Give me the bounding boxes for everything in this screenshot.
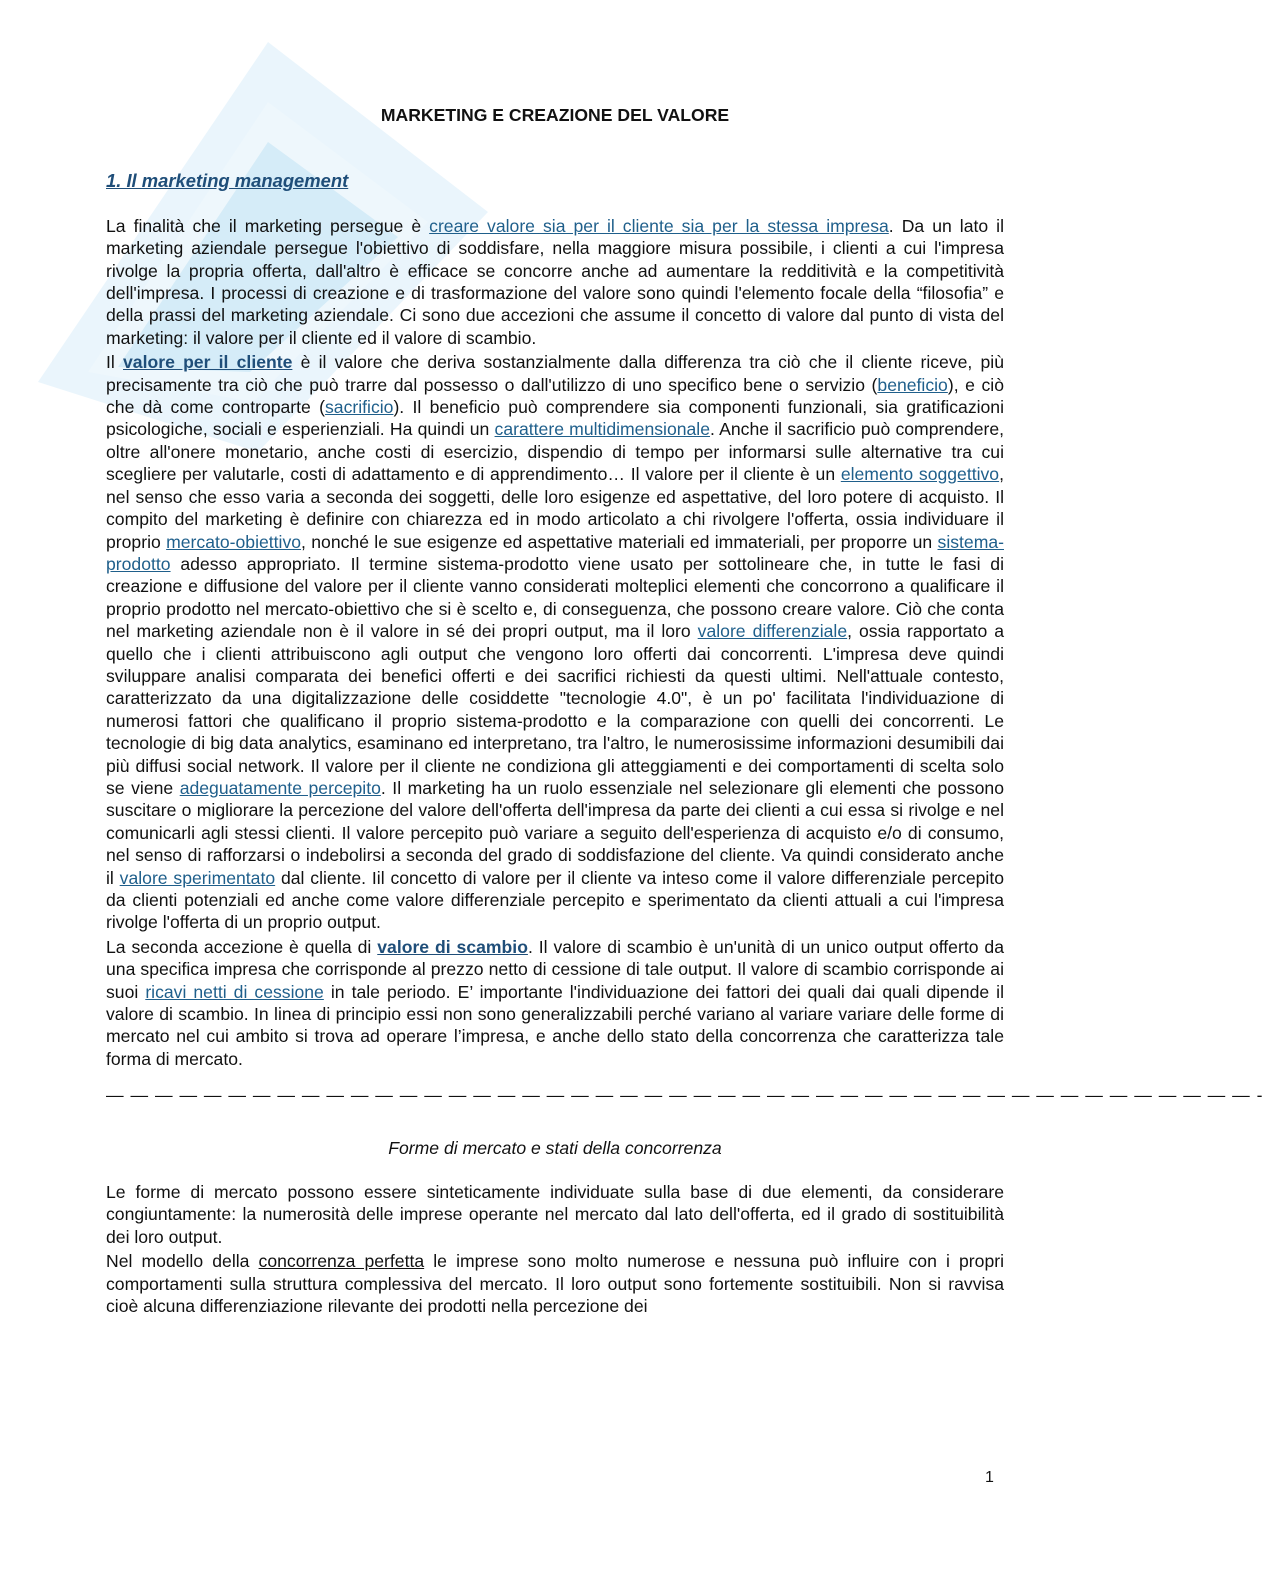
- text-run: Le forme di mercato possono essere sinteticamente individuate sulla base di due elementi, da considerare congiuntamente: la numerosità delle imprese operante nel mercato dal lato dell'offerta, ed il grado di sostituibilità dei loro output.: [106, 1182, 1004, 1247]
- text-run: . Il marketing ha un ruolo essenziale nel selezionare gli elementi che possono suscitare o migliorare la percezione del valore dell'offerta dell'impresa da parte dei clienti a cui essa si rivolge e nel comunicarli agli stessi clienti. Il valore percepito può variare a seguito dell'esperienza di acquisto e/o di consumo, nel senso di rafforzarsi o indebolirsi a seconda del grado di soddisfazione del cliente. Va quindi considerato anche il: [106, 777, 1004, 888]
- highlighted-term: creare valore sia per il cliente sia per la stessa impresa: [429, 215, 889, 236]
- highlighted-term: valore sperimentato: [119, 867, 276, 888]
- document-page: [106, 104, 1264, 1320]
- highlighted-term: mercato-obiettivo: [166, 531, 302, 552]
- highlighted-term: carattere multidimensionale: [494, 419, 711, 440]
- section-title: [106, 170, 1004, 192]
- section-title-text: 1. Il marketing management: [106, 170, 349, 192]
- text-run: in tale periodo. E’ importante l'individuazione dei fattori dei quali dai quali dipende il valore di scambio. In linea di principio essi non sono generalizzabili perché variano al variare variare delle forme di mercato nel cui ambito si trova ad operare l’impresa, e anche dello stato della concorrenza che caratterizza tale forma di mercato.: [106, 981, 1004, 1069]
- highlighted-term: beneficio: [877, 374, 948, 395]
- highlighted-term: ricavi netti di cessione: [145, 981, 324, 1002]
- paragraph-valore-scambio: [106, 936, 1004, 1070]
- subheading: Forme di mercato e stati della concorrenza: [388, 1137, 722, 1158]
- paragraph-intro: [106, 215, 1004, 349]
- highlighted-term: valore differenziale: [697, 621, 848, 642]
- text-run: è il valore che deriva sostanzialmente dalla differenza tra ciò che il cliente riceve, più precisamente tra ciò che può trarre dal possesso o dall'utilizzo di uno specifico bene o servizio (: [106, 352, 1004, 395]
- text-run: ). Il beneficio può comprendere sia componenti funzionali, sia gratificazioni psicologiche, sociali e esperienziali. Ha quindi un: [106, 397, 1005, 440]
- text-run: La finalità che il marketing persegue è: [106, 215, 430, 236]
- text-run: Nel modello della: [106, 1251, 259, 1272]
- highlighted-term: concorrenza perfetta: [258, 1251, 425, 1272]
- dashed-separator: — — — — — — — — — — — — — — — — — — — — — — — — — — — — — — — — — — — — — — — — — — — — — — — -: [106, 1085, 1264, 1106]
- text-run: La seconda accezione è quella di: [106, 936, 378, 957]
- paragraph-valore-cliente: [106, 351, 1004, 934]
- text-run: . Da un lato il marketing aziendale persegue l'obiettivo di soddisfare, nella maggiore misura possibile, i clienti a cui l'impresa rivolge la propria offerta, dall'altro è efficace se concorre anche ad aumentare la redditività e la competitività dell'impresa. I processi di creazione e di trasformazione del valore sono quindi l'elemento focale della “filosofia” e della prassi del marketing aziendale. Ci sono due accezioni che assume il concetto di valore dal punto di vista del marketing: il valore per il cliente ed il valore di scambio.: [106, 215, 1004, 348]
- highlighted-term: valore per il cliente: [123, 352, 293, 373]
- text-run: dal cliente. Iil concetto di valore per il cliente va inteso come il valore differenziale percepito da clienti potenziali ed anche come valore differenziale percepito e sperimentato da clienti attuali a cui l'impresa rivolge l'offerta di un proprio output.: [106, 867, 1004, 933]
- highlighted-term: sacrificio: [325, 397, 394, 418]
- page-number: 1: [985, 1469, 994, 1486]
- text-run: Il: [106, 352, 124, 373]
- highlighted-term: elemento soggettivo: [840, 464, 1000, 485]
- text-run: le imprese sono molto numerose e nessuna può influire con i propri comportamenti sulla struttura complessiva del mercato. Il loro output sono fortemente sostituibili. Non si ravvisa cioè alcuna differenziazione rilevante dei prodotti nella percezione dei: [106, 1251, 1004, 1317]
- document-title: MARKETING E CREAZIONE DEL VALORE: [380, 105, 730, 125]
- highlighted-term: sistema-prodotto: [106, 531, 1004, 574]
- highlighted-term: adeguatamente percepito: [179, 777, 381, 798]
- paragraph-concorrenza-perfetta: [106, 1250, 1004, 1317]
- text-run: . Anche il sacrificio può comprendere, oltre all'onere monetario, anche costi di esercizio, dispendio di tempo per informarsi sulle alternative tra cui scegliere per valutarle, costi di adattamento e di apprendimento… Il valore per il cliente è un: [106, 419, 1005, 485]
- text-run: adesso appropriato. Il termine sistema-prodotto viene usato per sottolineare che, in tutte le fasi di creazione e diffusione del valore per il cliente vanno considerati molteplici elementi che concorrono a qualificare il proprio prodotto nel mercato-obiettivo che si è scelto e, di conseguenza, che possono creare valore. Ciò che conta nel marketing aziendale non è il valore in sé dei propri output, ma il loro: [106, 553, 1004, 642]
- text-run: ), e ciò che dà come controparte (: [106, 374, 1004, 418]
- text-run: , nonché le sue esigenze ed aspettative materiali ed immateriali, per proporre un: [301, 531, 938, 552]
- text-run: . Il valore di scambio è un'unità di un unico output offerto da una specifica impresa che corrisponde al prezzo netto di cessione di tale output. Il valore di scambio corrisponde ai suoi: [106, 936, 1004, 1002]
- text-run: , nel senso che esso varia a seconda dei soggetti, delle loro esigenze ed aspettative, del loro potere di acquisto. Il compito del marketing è definire con chiarezza ed in modo articolato a chi rivolgere l'offerta, ossia individuare il proprio: [106, 464, 1004, 552]
- paragraph-forme-mercato: [106, 1181, 1004, 1248]
- text-run: , ossia rapportato a quello che i clienti attribuiscono agli output che vengono loro offerti dai concorrenti. L'impresa deve quindi sviluppare analisi comparata dei benefici offerti e dei sacrifici richiesti da questi ultimi. Nell'attuale contesto, caratterizzato da una digitalizzazione delle cosiddette "tecnologie 4.0", è un po' facilitata l'individuazione di numerosi fattori che qualificano il proprio sistema-prodotto e la comparazione con quelli dei concorrenti. Le tecnologie di big data analytics, esaminano ed interpretano, tra l'altro, le numerosissime informazioni desumibili dai più diffusi social network. Il valore per il cliente ne condiziona gli atteggiamenti e dei comportamenti di scelta solo se viene: [106, 621, 1004, 798]
- highlighted-term: valore di scambio: [377, 936, 528, 957]
